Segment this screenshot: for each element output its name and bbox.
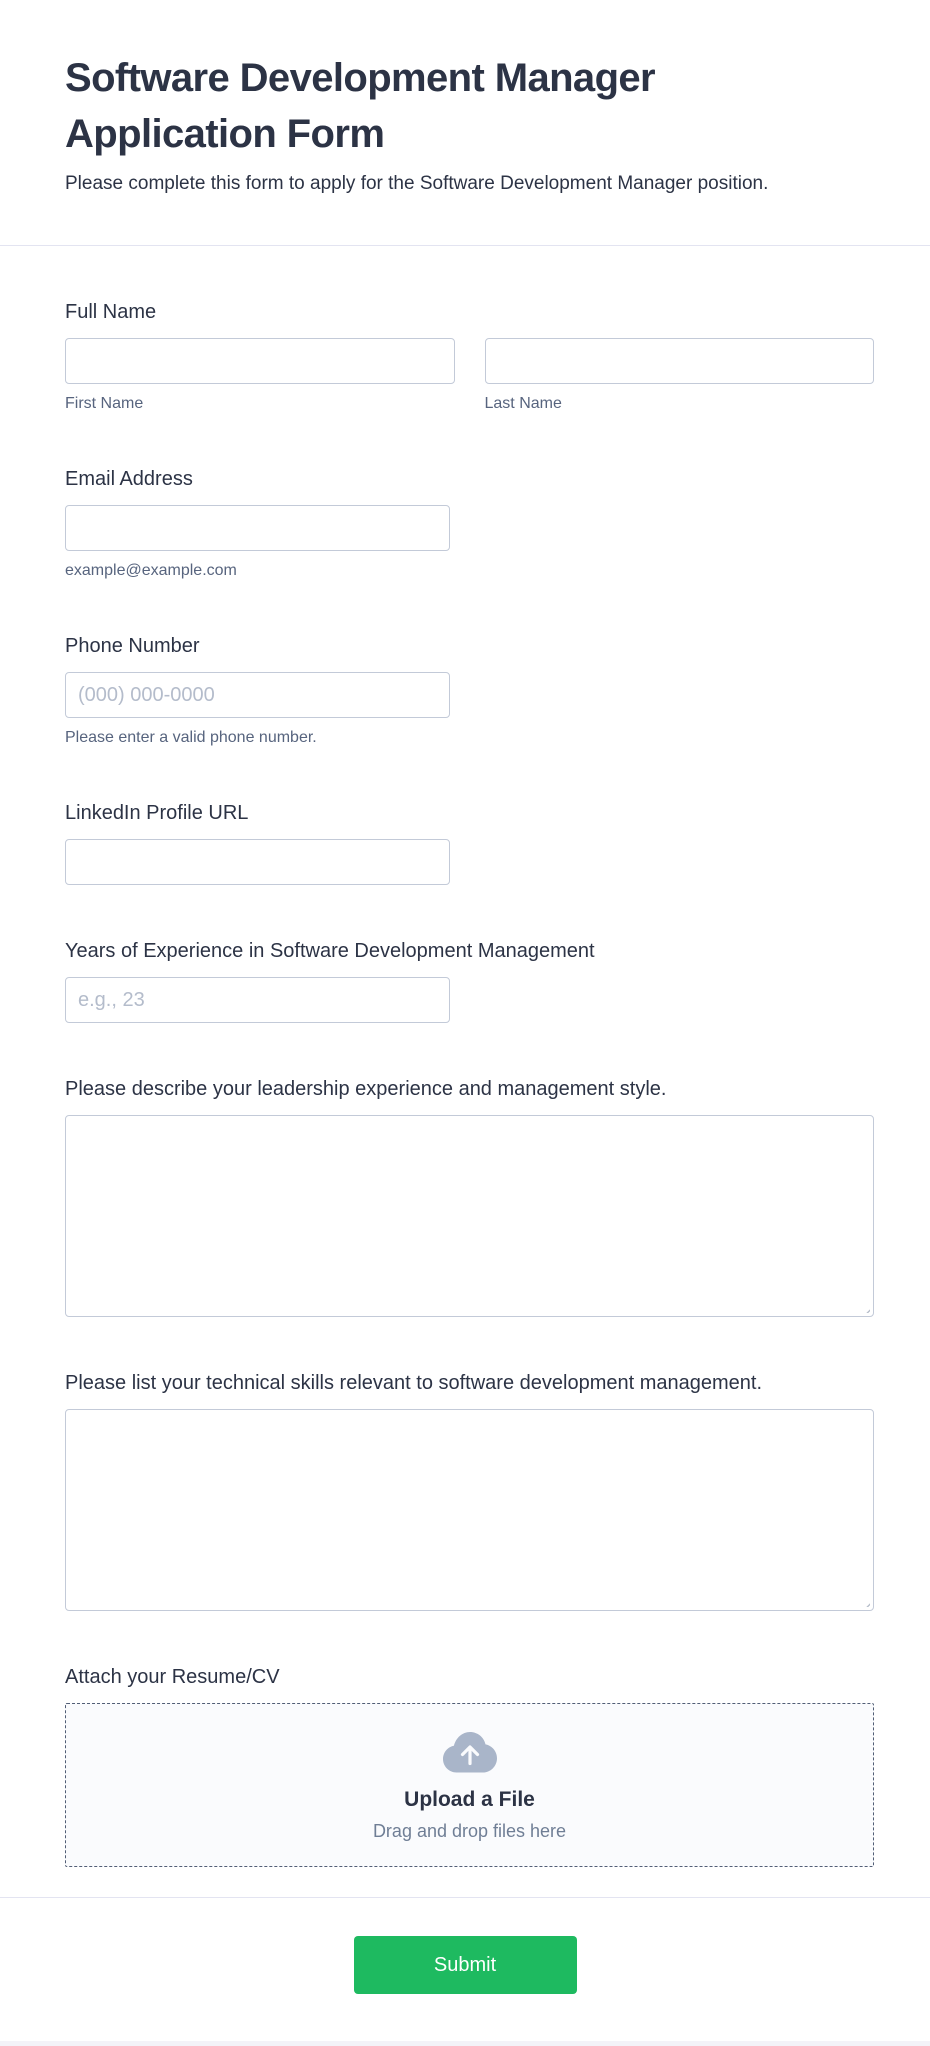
leadership-textarea-wrap — [65, 1115, 874, 1317]
question-phone — [65, 633, 874, 747]
question-experience — [65, 938, 874, 1023]
last-name-col — [485, 338, 875, 413]
page-bottom-strip — [0, 2041, 930, 2046]
email-label: Email Address — [65, 468, 193, 490]
phone-label: Phone Number — [65, 635, 200, 657]
submit-section — [0, 1898, 930, 2041]
question-full-name — [65, 299, 874, 413]
form-body — [0, 299, 930, 1898]
first-name-input[interactable] — [65, 338, 455, 384]
upload-hint: Drag and drop files here — [372, 1821, 567, 1841]
skills-textarea-wrap — [65, 1409, 874, 1611]
file-upload-dropzone[interactable] — [65, 1703, 874, 1867]
phone-input[interactable] — [65, 672, 450, 718]
name-row — [65, 338, 874, 413]
question-resume — [65, 1664, 874, 1867]
last-name-sublabel: Last Name — [484, 395, 562, 412]
linkedin-label: LinkedIn Profile URL — [65, 802, 249, 824]
leadership-label: Please describe your leadership experience and management style. — [65, 1078, 667, 1100]
linkedin-input[interactable] — [65, 839, 450, 885]
question-linkedin — [65, 800, 874, 885]
question-email — [65, 466, 874, 580]
first-name-col — [65, 338, 455, 413]
page-title: Software Development Manager Application Form — [65, 56, 656, 156]
email-sublabel: example@example.com — [65, 562, 237, 579]
first-name-sublabel: First Name — [65, 395, 144, 412]
question-skills — [65, 1370, 874, 1611]
last-name-input[interactable] — [485, 338, 875, 384]
resume-label: Attach your Resume/CV — [65, 1666, 280, 1688]
page-subtitle: Please complete this form to apply for the Software Development Manager position. — [65, 173, 769, 194]
experience-label: Years of Experience in Software Development Management — [65, 940, 595, 962]
form-header — [0, 0, 930, 246]
email-input[interactable] — [65, 505, 450, 551]
upload-cloud-icon — [443, 1732, 497, 1773]
skills-textarea[interactable] — [65, 1409, 874, 1611]
leadership-textarea[interactable] — [65, 1115, 874, 1317]
full-name-label: Full Name — [65, 301, 157, 323]
skills-label: Please list your technical skills relevant to software development management. — [65, 1372, 763, 1394]
question-leadership — [65, 1076, 874, 1317]
upload-title: Upload a File — [404, 1788, 535, 1811]
experience-input[interactable] — [65, 977, 450, 1023]
phone-sublabel: Please enter a valid phone number. — [65, 729, 317, 746]
submit-button[interactable]: Submit — [354, 1936, 577, 1994]
